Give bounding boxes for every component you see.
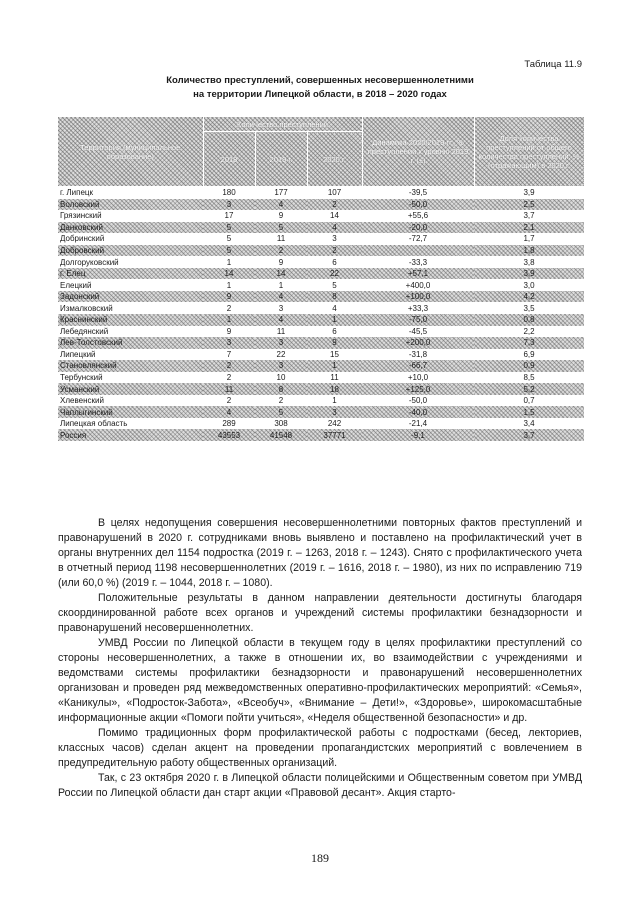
header-dynamics: Динамика 2020/2019 гг., % преступлений к уровню 2019 г. (±) — [362, 117, 474, 187]
cell-share: 3,5 — [523, 303, 535, 313]
cell-dynamics: -66,7 — [362, 360, 474, 372]
caption-line-2: на территории Липецкой области, в 2018 – 2020 годах — [193, 89, 447, 100]
cell-2020: 3 — [332, 234, 337, 244]
cell-2020: 22 — [307, 268, 362, 280]
cell-2019: 3 — [255, 360, 307, 372]
cell-2019: 308 — [274, 419, 288, 429]
cell-2020: 2 — [307, 245, 362, 257]
paragraph: Так, с 23 октября 2020 г. в Липецкой области полицейскими и Общественным советом при УМВД России по Липецкой области дан старт акции «Правовой десант». Акция старто- — [58, 772, 582, 799]
cell-dynamics: +10,0 — [407, 373, 429, 383]
cell-2019: 41548 — [255, 429, 307, 441]
cell-share: 2,5 — [474, 199, 584, 211]
cell-share: 2,1 — [474, 222, 584, 234]
cell-2018: 5 — [203, 245, 255, 257]
cell-dynamics: +200,0 — [362, 337, 474, 349]
cell-2019: 177 — [274, 188, 288, 198]
cell-territory: Добринский — [60, 234, 105, 244]
cell-share: 3,8 — [523, 257, 535, 267]
cell-2020: 6 — [332, 326, 337, 336]
cell-dynamics: +125,0 — [362, 383, 474, 395]
cell-share: 6,9 — [523, 349, 535, 359]
paragraph: Помимо традиционных форм профилактической работы с подростками (бесед, лекториев, классных часов) сделан акцент на проведении пропагандистских мероприятий с вовлечением в предупредительную работу общественных организаций. — [58, 727, 582, 769]
cell-share: 5,2 — [474, 383, 584, 395]
cell-2018: 3 — [203, 199, 255, 211]
cell-2019: 3 — [255, 337, 307, 349]
cell-2019: 8 — [255, 383, 307, 395]
cell-territory: Елецкий — [60, 280, 92, 290]
cell-2019: 3 — [278, 303, 284, 313]
cell-2020: 4 — [332, 303, 337, 313]
cell-2018: 5 — [203, 222, 255, 234]
cell-2020: 6 — [332, 257, 337, 267]
table-row — [58, 279, 584, 291]
cell-2020: 107 — [327, 188, 342, 198]
cell-2018: 17 — [224, 211, 234, 221]
cell-share: 1,7 — [523, 234, 535, 244]
cell-territory: Краснинский — [58, 314, 203, 326]
body-text — [58, 516, 582, 801]
header-year-2020: 2020 г. — [307, 132, 362, 187]
cell-dynamics: -9,1 — [362, 429, 474, 441]
cell-share: 3,7 — [474, 429, 584, 441]
table-row — [58, 314, 584, 326]
cell-territory: Добровский — [58, 245, 203, 257]
cell-2020: 3 — [307, 406, 362, 418]
header-registered-crimes: Количество преступлений — [203, 117, 362, 132]
cell-2020: 242 — [327, 419, 342, 429]
table-row — [58, 256, 584, 268]
cell-share: 3,4 — [523, 419, 535, 429]
cell-dynamics: +33,3 — [407, 303, 429, 313]
paragraph: Положительные результаты в данном направлении деятельности достигнуты благодаря скоординированной работе всех органов и учреждений системы профилактики безнадзорности и правонарушений несовершеннолетних. — [58, 592, 582, 634]
cell-dynamics: -50,0 — [408, 396, 428, 406]
cell-territory: Становлянский — [58, 360, 203, 372]
cell-territory: Долгоруковский — [60, 257, 119, 267]
cell-2020: 18 — [307, 383, 362, 395]
cell-dynamics: -45,5 — [408, 326, 428, 336]
cell-2020: 1 — [307, 314, 362, 326]
cell-territory: Усманский — [58, 383, 203, 395]
table-row — [58, 268, 584, 280]
table-row — [58, 383, 584, 395]
cell-2018: 14 — [203, 268, 255, 280]
table-row — [58, 429, 584, 441]
cell-share: 0,8 — [474, 314, 584, 326]
cell-2019: 2 — [278, 396, 284, 406]
cell-share: 0,7 — [523, 396, 535, 406]
cell-2019: 4 — [255, 291, 307, 303]
paragraph: УМВД России по Липецкой области в текущем году в целях профилактики преступлений со стороны несовершеннолетних, а также в отношении их, во взаимодействии с учреждениями и ведомствами системы профилактики безнадзорности и правонарушений несовершеннолетних организован и проведен ряд межведомственных оперативно-профилактических мероприятий: «Семья», «Каникулы», «Подросток-Забота», «Всеобуч», «Внимание – Дети!», «Здоровье», широкомасштабные информационные акции «Помоги пойти учиться», «Неделя общественной безопасности» и др. — [58, 637, 582, 724]
cell-territory: Воловский — [58, 199, 203, 211]
cell-2019: 11 — [276, 234, 286, 244]
cell-2018: 7 — [226, 349, 232, 359]
cell-2018: 4 — [203, 406, 255, 418]
cell-2020: 1 — [307, 360, 362, 372]
cell-2019: 5 — [255, 222, 307, 234]
cell-2019: 4 — [255, 199, 307, 211]
cell-dynamics: -33,3 — [408, 257, 428, 267]
cell-share: 8,5 — [523, 373, 535, 383]
cell-territory: Измалковский — [60, 303, 113, 313]
cell-2019: 2 — [255, 245, 307, 257]
paragraph: В целях недопущения совершения несовершеннолетними повторных фактов преступлений и правонарушений в 2020 г. сотрудниками вновь выявлено и поставлено на профилактический учет в органы внутренних дел 1154 подростка (2019 г. – 1263, 2018 г. – 1243). Снято с профилактического учета в отчетный период 1198 несовершеннолетних (2019 г. – 1616, 2018 г. – 1980), из них по исправлению 719 (или 60,0 %) (2019 г. – 1044, 2018 г. – 1080). — [58, 517, 582, 589]
cell-2020: 11 — [330, 373, 339, 383]
table-row — [58, 187, 584, 199]
cell-dynamics: -20,0 — [362, 222, 474, 234]
table-row — [58, 199, 584, 211]
cell-2019: 14 — [255, 268, 307, 280]
cell-territory: Липецкий — [60, 349, 96, 359]
cell-2020: 2 — [307, 199, 362, 211]
cell-2019: 5 — [255, 406, 307, 418]
cell-2020: 1 — [332, 396, 337, 406]
cell-2018: 11 — [203, 383, 255, 395]
cell-2018: 1 — [226, 257, 232, 267]
cell-2020: 37771 — [307, 429, 362, 441]
table-row — [58, 302, 584, 314]
header-year-2019: 2019 г. — [255, 132, 307, 187]
table-row — [58, 349, 584, 361]
cell-share: 3,0 — [523, 280, 535, 290]
cell-2018: 1 — [226, 280, 232, 290]
cell-dynamics: +55,6 — [407, 211, 429, 221]
cell-territory: Грязинский — [60, 211, 102, 221]
cell-dynamics: -75,0 — [362, 314, 474, 326]
cell-territory: г. Елец — [58, 268, 203, 280]
cell-2018: 289 — [222, 419, 236, 429]
cell-territory: Тербунский — [60, 373, 103, 383]
cell-2019: 11 — [276, 326, 286, 336]
cell-territory: г. Липецк — [60, 188, 93, 198]
table-row — [58, 222, 584, 234]
table-row — [58, 233, 584, 245]
table-number-label: Таблица 11.9 — [524, 59, 582, 70]
table-row — [58, 360, 584, 372]
cell-share: 7,3 — [474, 337, 584, 349]
cell-dynamics: +100,0 — [362, 291, 474, 303]
cell-dynamics: -50,0 — [362, 199, 474, 211]
caption-line-1: Количество преступлений, совершенных несовершеннолетними — [166, 75, 474, 86]
cell-dynamics: -21,4 — [408, 419, 428, 429]
cell-territory: Лебедянский — [60, 326, 109, 336]
cell-2019: 10 — [276, 373, 286, 383]
cell-2018: 2 — [226, 373, 232, 383]
cell-2020: 8 — [307, 291, 362, 303]
cell-2019: 1 — [278, 280, 284, 290]
cell-2019: 9 — [278, 211, 284, 221]
table-row — [58, 245, 584, 257]
cell-2018: 9 — [226, 326, 232, 336]
cell-2018: 2 — [203, 360, 255, 372]
cell-2020: 14 — [330, 211, 339, 221]
cell-dynamics: -72,7 — [408, 234, 428, 244]
cell-2018: 2 — [226, 303, 232, 313]
cell-share: 3,9 — [474, 268, 584, 280]
cell-share: 3,9 — [523, 188, 535, 198]
cell-territory: Россия — [58, 429, 203, 441]
cell-territory: Задонский — [58, 291, 203, 303]
cell-2018: 2 — [226, 396, 232, 406]
cell-2020: 15 — [330, 349, 339, 359]
table-row — [58, 418, 584, 430]
cell-territory: Лев-Толстовский — [58, 337, 203, 349]
cell-territory: Липецкая область — [60, 419, 128, 429]
cell-2020: 5 — [332, 280, 337, 290]
crime-statistics-table — [58, 117, 585, 441]
cell-share: 4,2 — [474, 291, 584, 303]
table-row — [58, 291, 584, 303]
cell-dynamics: +400,0 — [405, 280, 431, 290]
cell-share: 1,8 — [474, 245, 584, 257]
cell-2018: 9 — [203, 291, 255, 303]
table-row — [58, 337, 584, 349]
cell-territory: Данковский — [58, 222, 203, 234]
table-row — [58, 372, 584, 384]
cell-2018: 3 — [203, 337, 255, 349]
cell-share: 0,9 — [474, 360, 584, 372]
cell-2018: 180 — [222, 188, 236, 198]
cell-2019: 22 — [276, 349, 286, 359]
table-row — [58, 210, 584, 222]
header-share: Доля количества преступлений от общего количества преступлений, % (отражающим) в 2020 г. — [474, 117, 584, 187]
cell-territory: Чаплыгинский — [58, 406, 203, 418]
cell-share: 3,7 — [523, 211, 535, 221]
header-territory: Территория (муниципальное образование) — [58, 117, 203, 187]
cell-territory: Хлевенский — [60, 396, 104, 406]
cell-dynamics: -40,0 — [362, 406, 474, 418]
cell-dynamics: +57,1 — [362, 268, 474, 280]
cell-2019: 9 — [278, 257, 284, 267]
cell-dynamics: -31,8 — [408, 349, 428, 359]
cell-2019: 4 — [255, 314, 307, 326]
page-number: 189 — [311, 851, 329, 865]
table-body — [58, 187, 584, 442]
table-caption — [60, 74, 580, 102]
table-row — [58, 406, 584, 418]
header-year-2018: 2018 — [203, 132, 255, 187]
cell-share: 1,5 — [474, 406, 584, 418]
cell-2018: 1 — [203, 314, 255, 326]
table-row — [58, 326, 584, 338]
cell-dynamics — [362, 245, 474, 257]
cell-share: 2,2 — [523, 326, 535, 336]
table-row — [58, 395, 584, 407]
cell-2020: 9 — [307, 337, 362, 349]
cell-dynamics: -39,5 — [408, 188, 428, 198]
cell-2018: 5 — [226, 234, 232, 244]
cell-2020: 4 — [307, 222, 362, 234]
cell-2018: 43553 — [203, 429, 255, 441]
